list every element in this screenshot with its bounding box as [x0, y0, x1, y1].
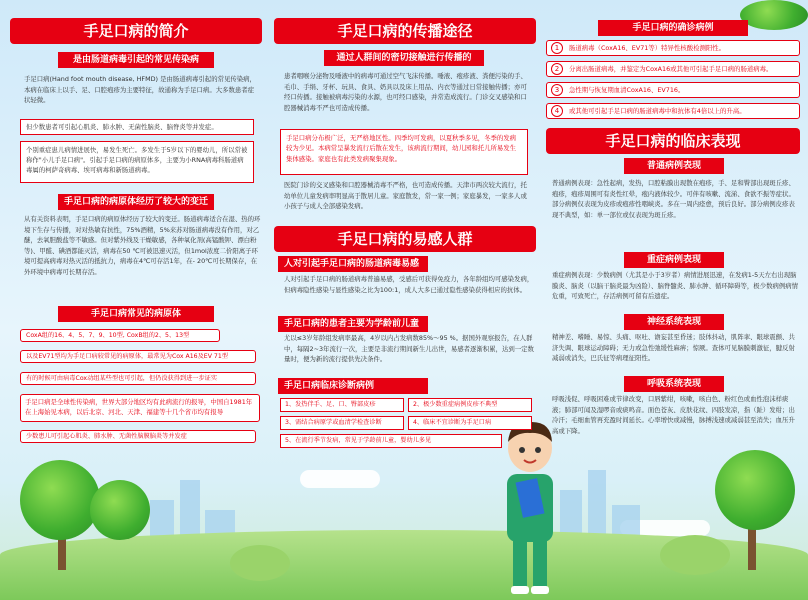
pathogen-epidemiology-note: 手足口病是全球性传染病，世界大部分地区均有此病流行的报导，中国自1981年在上海始见本病，以后北京、河北、天津、福建等十几个省市均有报导	[20, 394, 260, 422]
item-text: 或其他可引起手足口病的肠道病毒中和抗体有4倍以上的升高。	[569, 107, 746, 115]
confirmed-item	[546, 61, 800, 77]
subtitle-nervous-system: 神经系统表现	[624, 314, 724, 330]
respiratory-system-paragraph: 呼吸浅促、呼吸困难或节律改变，口唇紫绀，咳嗽，咳白色、粉红色或血性泡沫样痰液；肺部可闻及湿啰音或痰鸣音。面色苍灰、皮肤花纹、四肢发凉，指（趾）发绀；出冷汗；毛细血管再充盈时间延长。心率增快或减慢，脉搏浅速或减弱甚至消失；血压升高或下降。	[552, 395, 795, 435]
subtitle-intro: 是由肠道病毒引起的常见传染病	[58, 52, 214, 68]
diagnosis-item: 1、发热伴手、足、口、臀部皮疹	[280, 398, 404, 412]
intro-paragraph: 手足口病(Hand foot mouth disease, HFMD) 是由肠道病毒引起的常见传染病，本病在临床上以手、足、口腔疱疹为主要特征，故通称为手足口病。大多数患者症状轻微。	[24, 75, 256, 105]
subtitle-severe-case: 重症病例表现	[624, 252, 724, 268]
common-case-paragraph: 普通病例表现：急性起病，发热，口腔粘膜出现散在疱疹，手、足和臀部出现斑丘疹、疱疹，疱疹周围可有炎性红晕，疱内液体较少。可伴有咳嗽、流涕、食欲不振等症状。部分病例仅表现为皮疹或疱疹性咽峡炎。多在一周内痊愈，预后良好。部分病例皮疹表现不典型，如：单一部位或仅表现为斑丘疹。	[552, 179, 795, 219]
subtitle-transmission: 通过人群间的密切接触进行传播的	[324, 50, 484, 66]
item-number: 2	[551, 63, 563, 75]
item-text: 分离出肠道病毒，并鉴定为CoxA16或其他可引起手足口病的肠道病毒。	[569, 65, 773, 73]
severe-case-note: 个别重症患儿病情进展快，易发生死亡。多发生于5岁以下的婴幼儿，所以常被称作"小儿手足口病"。引起手足口病的病原体多，主要为小RNA病毒科肠道病毒属的柯萨奇病毒、埃可病毒和新肠道病毒。	[20, 141, 254, 183]
nervous-system-paragraph: 精神差、嗜睡、易惊、头痛、呕吐、谵妄甚至昏迷；肢体抖动，肌阵挛、眼球震颤、共济失调、眼球运动障碍；无力或急性弛缓性麻痹；惊厥。查体可见脑膜刺激征，腱反射减弱或消失，巴氏征等病理征阳性。	[552, 333, 795, 363]
subtitle-clinical-diagnosis: 手足口病临床诊断病例	[278, 378, 428, 394]
seasonality-note: 手足口病分布极广泛，无严格地区性。四季均可发病，以夏秋季多见，冬季的发病较为少见。本病常呈暴发流行后散在发生，该病流行期间，幼儿园和托儿所易发生集体感染。家庭也有此类发病聚集现象。	[280, 129, 528, 175]
severe-case-paragraph: 重症病例表现：少数病例（尤其是小于3岁者）病情进展迅速，在发病1-5天左右出现脑膜炎、脑炎（以脑干脑炎最为凶险）、脑脊髓炎、肺水肿、循环障碍等，极少数病例病情危重，可致死亡，存活病例可留有后遗症。	[552, 271, 799, 301]
item-number: 4	[551, 105, 563, 117]
section-title-susceptible: 手足口病的易感人群	[274, 226, 536, 252]
subtitle-common-case: 普通病例表现	[624, 158, 724, 174]
subtitle-susceptible: 人对引起手足口病的肠道病毒易感	[278, 256, 428, 272]
subtitle-preschool: 手足口病的患者主要为学龄前儿童	[278, 316, 428, 332]
diagnosis-item: 3、需结合病原学或血清学检查诊断	[280, 416, 404, 430]
section-title-transmission: 手足口病的传播途径	[274, 18, 536, 44]
diagnosis-item: 2、极少数重症病例皮疹不典型	[408, 398, 532, 412]
item-text: 肠道病毒（CoxA16、EV71等）特异性核酸检测阳性。	[569, 44, 726, 52]
column-transmission	[274, 0, 536, 600]
item-number: 3	[551, 84, 563, 96]
section-title-intro: 手足口病的简介	[10, 18, 262, 44]
confirmed-item	[546, 82, 800, 98]
column-clinical	[546, 0, 800, 600]
transmission-paragraph: 患者咽喉分泌物及唾液中的病毒可通过空气飞沫传播。唾液、疱疹液、粪便污染的手、毛巾、手绢、牙杯、玩具、食具、奶具以及床上用品、内衣等通过日常接触传播；亦可经口传播。接触被病毒污染的水源，也可经口感染，并常造成流行。门诊交叉感染和口腔器械消毒不严也可造成传播。	[284, 72, 527, 112]
confirmed-item	[546, 40, 800, 56]
susceptible-paragraph: 人对引起手足口病的肠道病毒普遍易感，受感后可获得免疫力，各年龄组均可感染发病，但病毒隐性感染与显性感染之比为100:1，成人大多已通过隐性感染获得相应的抗体。	[284, 275, 534, 294]
subtitle-respiratory-system: 呼吸系统表现	[624, 376, 724, 392]
section-title-clinical: 手足口病的临床表现	[546, 128, 800, 154]
diagnosis-item: 5、在流行季节发病，常见于学龄前儿童，婴幼儿多见	[280, 434, 502, 448]
diagnosis-item: 4、临床不宜诊断为手足口病	[408, 416, 532, 430]
pathogen-item: 有的时候可由病毒Cox动组某些型也可引起，但仍没获得到进一步证实	[20, 372, 256, 385]
item-number: 1	[551, 42, 563, 54]
pathogen-item: CoxA组的16、4、5、7、9、10型, CoxB组的2、5、13型	[20, 329, 220, 342]
item-text: 急性期与恢复期血清CoxA16、EV716。	[569, 86, 685, 94]
pathogen-item: 以及EV71型均为手足口病较常见的病原体，最常见为Cox A16及EV 71型	[20, 350, 256, 363]
subtitle-common-pathogens: 手足口病常见的病原体	[58, 306, 214, 322]
pathogen-paragraph: 从有关资料表明，手足口病的病原体经历了较大的变迁。肠道病毒适合在湿、热的环境下生存与传播，对对热敏有抗性，75%酒精，5%来苏对肠道病毒没有作用，对乙醚，去氧胆酸盐等不敏感。但对紫外线及干燥敏感，各种氧化剂(高锰酸钾、漂白粉等)、甲醛、碘酒都能灭活，病毒在50 ℃可被迅速灭活，但1mol浓度二价阳离子环境可提高病毒对热灭活的抵抗力，病毒在4℃可存活1年，在- 20℃可长期保存，在外环境中病毒可长期存活。	[24, 215, 261, 276]
complication-note: 但少数患者可引起心肌炎、肺水肿、无菌性脑炎、脑脊炎等并发症。	[20, 119, 254, 135]
subtitle-confirmed-cases: 手足口病的确诊病例	[598, 20, 748, 36]
preschool-paragraph: 尤以≤3岁年龄组发病率最高，4岁以内占发病数85%～95 %。据国外观察报告，在人群中，每隔2~3年流行一次，主要是非流行期间新生儿出世，易感者逐渐积累，达到一定数量时，便为新的流行提供先决条件。	[284, 334, 534, 364]
pathogen-item: 少数患儿可引起心肌炎、肺水肿、无菌性脑膜脑炎等并发症	[20, 430, 256, 443]
subtitle-pathogen-change: 手足口病的病原体经历了较大的变迁	[58, 194, 214, 210]
hospital-infection-paragraph: 医院门诊的交叉感染和口腔器械消毒不严格，也可造成传播。天津市两次较大流行，托幼单位儿童发病率明显高于散居儿童。家庭散发，常一家一例；家庭暴发，一家多人或小孩子与成人全部感染发病。	[284, 181, 527, 211]
column-intro	[10, 0, 262, 600]
confirmed-item	[546, 103, 800, 119]
